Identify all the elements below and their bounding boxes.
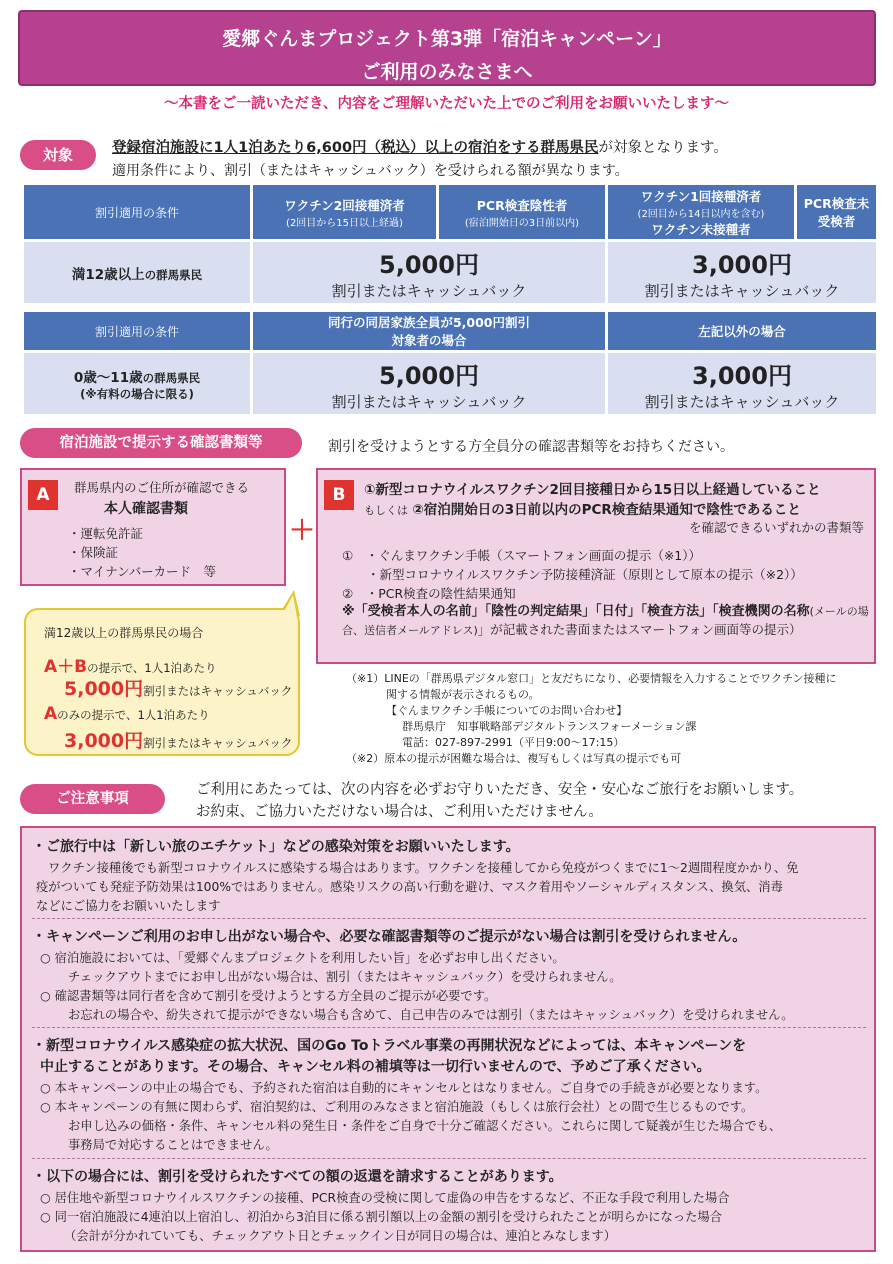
page-subtitle: ～本書をご一読いただき、内容をご理解いただいた上でのご利用をお願いいたします～ [164,96,729,112]
doc-b-line1: ①新型コロナウイルスワクチン2回目接種日から15日以上経過していること [364,482,821,498]
t1-amount2: 3,000円 [692,250,792,279]
t1-col4-title: PCR検査未受検者 [803,196,870,229]
t1-col2-header [439,185,605,239]
doc-box-a [20,468,286,586]
note-separator [32,1027,866,1028]
note-s4-line: ○ 居住地や新型コロナウイルスワクチンの接種、PCR検査の受検に関して虚偽の申告をするなど、不正な手段で利用した場合 [40,1191,730,1205]
page-header [18,10,876,86]
footnote-1-line2: 関する情報が表示されるもの。 [386,688,540,701]
t2-col2-title: 左記以外の場合 [698,324,786,339]
note-s1-heading: ・ご旅行中は「新しい旅のエチケット」などの感染対策をお願いいたします。 [32,839,520,855]
doc-b-item: ② ・PCR検査の陰性結果通知 [342,586,516,601]
t1-col2-title: PCR検査陰性者 [476,197,568,213]
discount-table-12plus [24,185,876,305]
t1-col3-sub: (2回目から14日以内を含む) [637,208,765,220]
t1-col2-sub: (宿泊開始日の3日前以内) [464,217,580,229]
t1-amount1: 5,000円 [379,250,479,279]
doc-a-line1: 群馬県内のご住所が確認できる [74,480,250,495]
doc-b-line2-bold: ②宿泊開始日の3日前以内のPCR検査結果通知で陰性であること [412,502,801,518]
t1-row-label-big: 満12歳以上 [71,266,145,283]
note-s3-heading2: 中止することがあります。その場合、キャンセル料の補填等は一切行いませんので、予めご了承ください。 [40,1059,711,1075]
notes-label: ご注意事項 [20,784,165,814]
t2-header-condition-text: 割引適用の条件 [94,324,179,339]
t1-amount2-sub: 割引またはキャッシュバック [644,281,840,300]
t2-amount2-cell [608,353,876,414]
bubble-a-amount-line [64,726,292,753]
plus-sign: ＋ [289,516,316,546]
doc-b-item: ・新型コロナウイルスワクチン予防接種済証（原則として原本の提示（※2）） [342,567,803,582]
doc-b-line3: を確認できるいずれかの書類等 [688,520,864,535]
target-line1-rest: が対象となります。 [598,140,728,156]
t2-row-label [24,353,250,414]
bubble-ab-text: の提示で、1人1泊あたり [87,661,217,675]
notes-intro2: お約束、ご協力いただけない場合は、ご利用いただけません。 [196,804,603,820]
bubble-line1: 満12歳以上の群馬県民の場合 [44,626,204,640]
t1-col3-title: ワクチン1回接種済者 [640,188,762,204]
bubble-a-amount: 3,000円 [64,730,144,752]
footnote-1-line3: 【ぐんまワクチン手帳についてのお問い合わせ】 [386,704,628,717]
note-separator [32,1158,866,1159]
t1-col3-title2: ワクチン未接種者 [651,221,751,237]
doc-b-note-bold: ※「受検者本人の名前」「陰性の判定結果」「日付」「検査方法」「検査機関の名称 [342,604,810,619]
t1-header-condition [24,185,250,239]
bubble-ab-amount-line [64,674,292,701]
page-title-line1: 愛郷ぐんまプロジェクト第3弾「宿泊キャンペーン」 [222,28,672,50]
t2-col1-header [253,312,605,350]
note-s4-line: （会計が分かれていても、チェックアウト日とチェックイン日が同日の場合は、連泊とみなします） [64,1229,617,1243]
bubble-ab-amount: 5,000円 [64,678,144,700]
bubble-ab-red: A＋B [44,657,88,677]
bubble-a-text: のみの提示で、1人1泊あたり [57,708,210,722]
t2-col1-title: 同行の同居家族全員が5,000円割引 [327,315,531,330]
doc-b-item: ① ・ぐんまワクチン手帳（スマートフォン画面の提示（※1）） [342,548,702,563]
t1-amount2-cell [608,242,876,303]
note-separator [32,918,866,919]
note-s2-line: チェックアウトまでにお申し出がない場合は、割引（またはキャッシュバック）を受けられません。 [68,970,622,984]
t1-header-condition-text: 割引適用の条件 [94,205,179,220]
target-line1-bold: 登録宿泊施設に1人1泊あたり6,600円（税込）以上の宿泊をする群馬県民 [112,140,599,156]
note-s3-line: お申し込みの価格・条件、キャンセル料の発生日・条件をご自身で十分ご確認ください。これらに関して疑義が生じた場合でも、 [68,1119,782,1133]
t2-amount2: 3,000円 [692,361,792,390]
note-s1-line: ワクチン接種後でも新型コロナウイルスに感染する場合はあります。ワクチンを接種してから免疫がつくまでに1～2週間程度かかり、免 [48,861,799,875]
footnote-1-line1: （※1）LINEの「群馬県デジタル窓口」と友だちになり、必要情報を入力することでワクチン接種に [346,672,837,685]
t2-row-label-note: (※有料の場合に限る) [80,386,194,401]
doc-b-line2-prefix: もしくは [364,504,408,517]
t2-amount1-sub: 割引またはキャッシュバック [331,392,527,411]
target-line1 [112,136,728,157]
note-s3-line: 事務局で対応することはできません。 [68,1138,278,1152]
t2-col2-header [608,312,876,350]
doc-b-note-rest: 」が記載された書面またはスマートフォン画面等の提示） [477,622,802,637]
t2-header-condition [24,312,250,350]
note-s2-line: ○ 確認書類等は同行者を含めて割引を受けようとする方全員のご提示が必要です。 [40,989,497,1003]
t1-col3-header [608,185,794,239]
note-s3-line: ○ 本キャンペーンの有無に関わらず、宿泊契約は、ご利用のみなさまと宿泊施設（もしくは旅行会社）との間で生じるものです。 [40,1100,754,1114]
t1-col1-title: ワクチン2回接種済者 [284,197,405,213]
target-label: 対象 [20,140,96,170]
t2-amount2-sub: 割引またはキャッシュバック [644,392,840,411]
doc-b-note [342,602,870,640]
bubble-a-red: A [44,704,58,724]
notes-box [20,826,876,1252]
footnote-2: （※2）原本の提示が困難な場合は、複写もしくは写真の提示でも可 [346,752,682,765]
t2-amount1-cell [253,353,605,414]
footnote-1-line5: 電話：027-897-2991（平日9:00～17:15） [402,736,625,749]
docs-intro: 割引を受けようとする方全員分の確認書類等をお持ちください。 [328,439,734,455]
t2-row-label-small: の群馬県民 [142,370,201,385]
bubble-tail-inner [281,595,297,617]
note-s4-heading: ・以下の場合には、割引を受けられたすべての額の返還を請求することがあります。 [32,1169,563,1185]
note-s2-heading: ・キャンペーンご利用のお申し出がない場合や、必要な確認書類等のご提示がない場合は割引を受けられません。 [32,929,747,945]
note-s2-line: ○ 宿泊施設においては、「愛郷ぐんまプロジェクトを利用したい旨」を必ずお申し出ください。 [40,951,565,965]
t1-row-label [24,242,250,303]
t1-col1-header [253,185,436,239]
target-line2: 適用条件により、割引（またはキャッシュバック）を受けられる額が異なります。 [112,163,629,179]
doc-a-item: ・運転免許証 [68,526,144,541]
info-bubble [24,608,300,756]
discount-table-under12 [24,312,876,416]
note-s2-line: お忘れの場合や、紛失されて提示ができない場合も含めて、自己申告のみでは割引（またはキャッシュバック）を受けられません。 [68,1008,794,1022]
t1-col4-header [797,185,876,239]
doc-b-note-small: (メールの場合、送信者メールアドレス) [342,605,869,637]
doc-b-badge: B [324,480,354,510]
bubble-a-amount-text: 割引またはキャッシュバック [143,736,293,750]
doc-box-b [316,468,876,664]
t2-amount1: 5,000円 [379,361,479,390]
footnote-1-line4: 群馬県庁 知事戦略部デジタルトランスフォーメーション課 [402,720,697,733]
note-s3-line: ○ 本キャンペーンの中止の場合でも、予約された宿泊は自動的にキャンセルとはなりません。ご自身での手続きが必要となります。 [40,1081,768,1095]
t1-row-label-small: の群馬県民 [144,267,203,282]
notes-intro1: ご利用にあたっては、次の内容を必ずお守りいただき、安全・安心なご旅行をお願いします。 [196,782,804,798]
bubble-ab-amount-text: 割引またはキャッシュバック [143,684,293,698]
t2-row-label-big: 0歳～11歳 [73,369,143,386]
doc-a-line2: 本人確認書類 [104,501,188,517]
bubble-a-line [44,704,210,724]
note-s1-line: 疫がついても発症予防効果は100%ではありません。感染リスクの高い行動を避け、マスク着用やソーシャルディスタンス、換気、消毒 [36,880,783,894]
t1-amount1-cell [253,242,605,303]
note-s4-line: ○ 同一宿泊施設に4連泊以上宿泊し、初泊から3泊目に係る割引額以上の金額の割引を受けられたことが明らかになった場合 [40,1210,723,1224]
page-title-line2: ご利用のみなさまへ [361,61,533,83]
t2-col1-title2: 対象者の場合 [391,333,467,348]
t1-col1-sub: (2回目から15日以上経過) [286,217,403,229]
doc-b-line2 [364,498,801,518]
doc-a-item: ・マイナンバーカード 等 [68,564,217,579]
docs-label: 宿泊施設で提示する確認書類等 [20,428,302,458]
t1-amount1-sub: 割引またはキャッシュバック [331,281,527,300]
doc-a-badge: A [28,480,58,510]
note-s1-line: などにご協力をお願いいたします [36,899,221,913]
note-s3-heading1: ・新型コロナウイルス感染症の拡大状況、国のGo Toトラベル事業の再開状況などによっては、本キャンペーンを [32,1038,747,1054]
doc-a-item: ・保険証 [68,545,119,560]
